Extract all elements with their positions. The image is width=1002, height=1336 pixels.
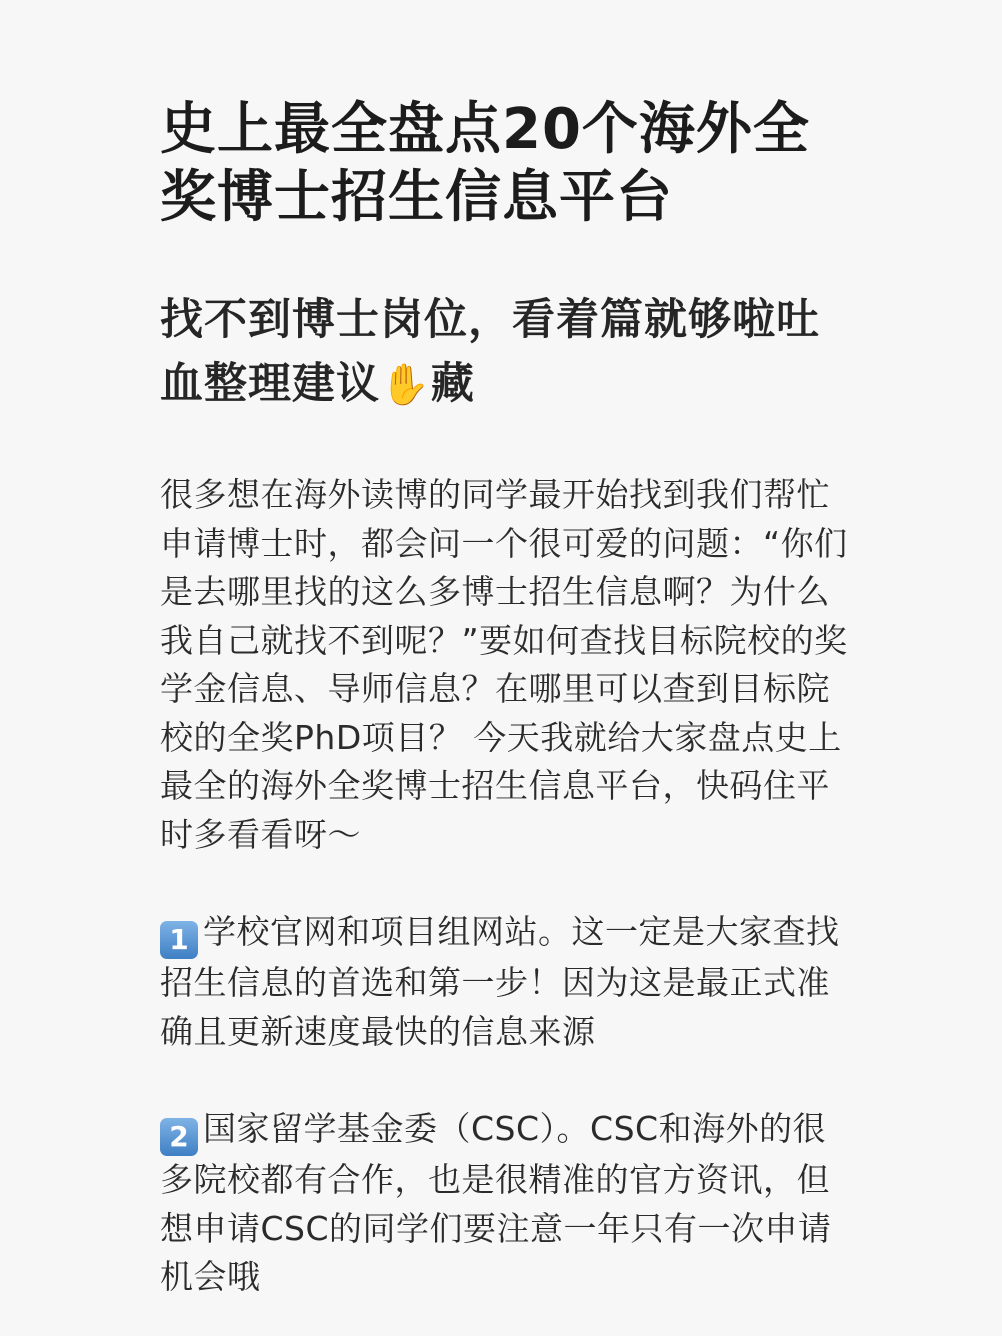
number-two-icon: 2 [160, 1118, 198, 1156]
intro-paragraph: 很多想在海外读博的同学最开始找到我们帮忙申请博士时，都会问一个很可爱的问题：“你们是去哪里找的这么多博士招生信息啊？为什么我自己就找不到呢？”要如何查找目标院校的奖学金信息、导师信息？在哪里可以查到目标院校的全奖PhD项目？ 今天我就给大家盘点史上最全的海外全奖博士招生信息平台，快码住平时多看看呀～ [160, 475, 848, 854]
waving-hand-icon: ✋ [380, 362, 431, 408]
subtitle-text: 找不到博士岗位，看着篇就够啦吐血整理建议 [160, 295, 820, 409]
section-text: 国家留学基金委（CSC）。CSC和海外的很多院校都有合作，也是很精准的官方资讯，但想申请CSC的同学们要注意一年只有一次申请机会哦 [160, 1109, 832, 1296]
subtitle-text-end: 藏 [430, 359, 475, 409]
page-subtitle [160, 288, 852, 416]
section-text: 学校官网和项目组网站。这一定是大家查找招生信息的首选和第一步！因为这是最正式准确且更新速度最快的信息来源 [160, 912, 840, 1051]
page-title: 史上最全盘点20个海外全奖博士招生信息平台 [160, 97, 810, 230]
section-item [160, 1105, 852, 1302]
number-one-icon: 1 [160, 921, 198, 959]
section-item [160, 908, 852, 1056]
